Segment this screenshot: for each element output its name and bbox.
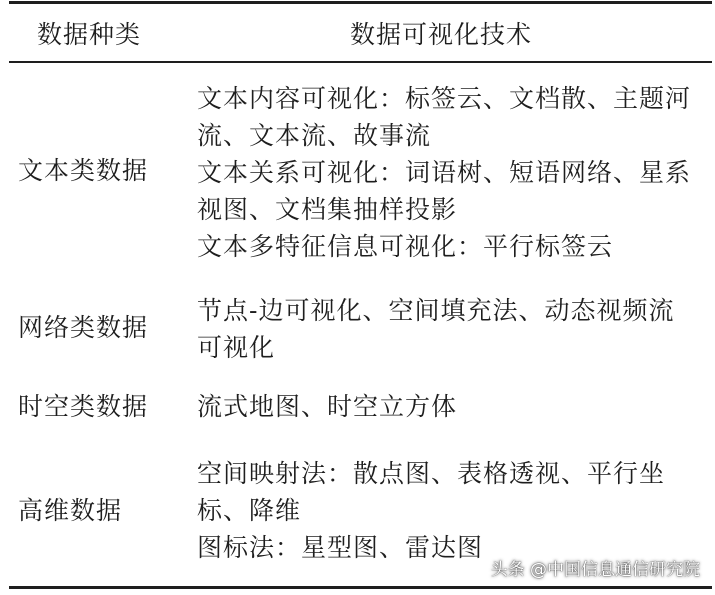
techniques-cell [197, 80, 702, 265]
header-visualization-techniques: 数据可视化技术 [349, 19, 532, 49]
category-cell: 文本类数据 [18, 156, 149, 185]
table-header-rule [9, 61, 712, 63]
technique-line: 视图、文档集抽样投影 [197, 195, 458, 224]
techniques-cell [197, 388, 702, 425]
technique-line: 可视化 [197, 333, 276, 362]
category-cell: 网络类数据 [18, 313, 149, 342]
technique-line: 文本多特征信息可视化：平行标签云 [197, 232, 614, 261]
category-cell: 高维数据 [18, 496, 123, 525]
technique-line: 文本关系可视化：词语树、短语网络、星系 [197, 158, 692, 187]
technique-line: 标、降维 [197, 496, 302, 525]
technique-line: 空间映射法：散点图、表格透视、平行坐 [197, 459, 666, 488]
technique-line: 流式地图、时空立方体 [197, 392, 458, 421]
category-cell: 时空类数据 [18, 392, 149, 421]
source-watermark: 头条 @中国信息通信研究院 [490, 560, 700, 580]
header-data-category: 数据种类 [36, 19, 141, 49]
technique-line: 节点-边可视化、空间填充法、动态视频流 [197, 296, 675, 325]
techniques-cell [197, 455, 702, 566]
technique-line: 文本内容可视化：标签云、文档散、主题河 [197, 84, 692, 113]
techniques-cell [197, 292, 702, 366]
technique-line: 图标法：星型图、雷达图 [197, 533, 484, 562]
technique-line: 流、文本流、故事流 [197, 121, 432, 150]
table-bottom-rule [9, 586, 712, 589]
